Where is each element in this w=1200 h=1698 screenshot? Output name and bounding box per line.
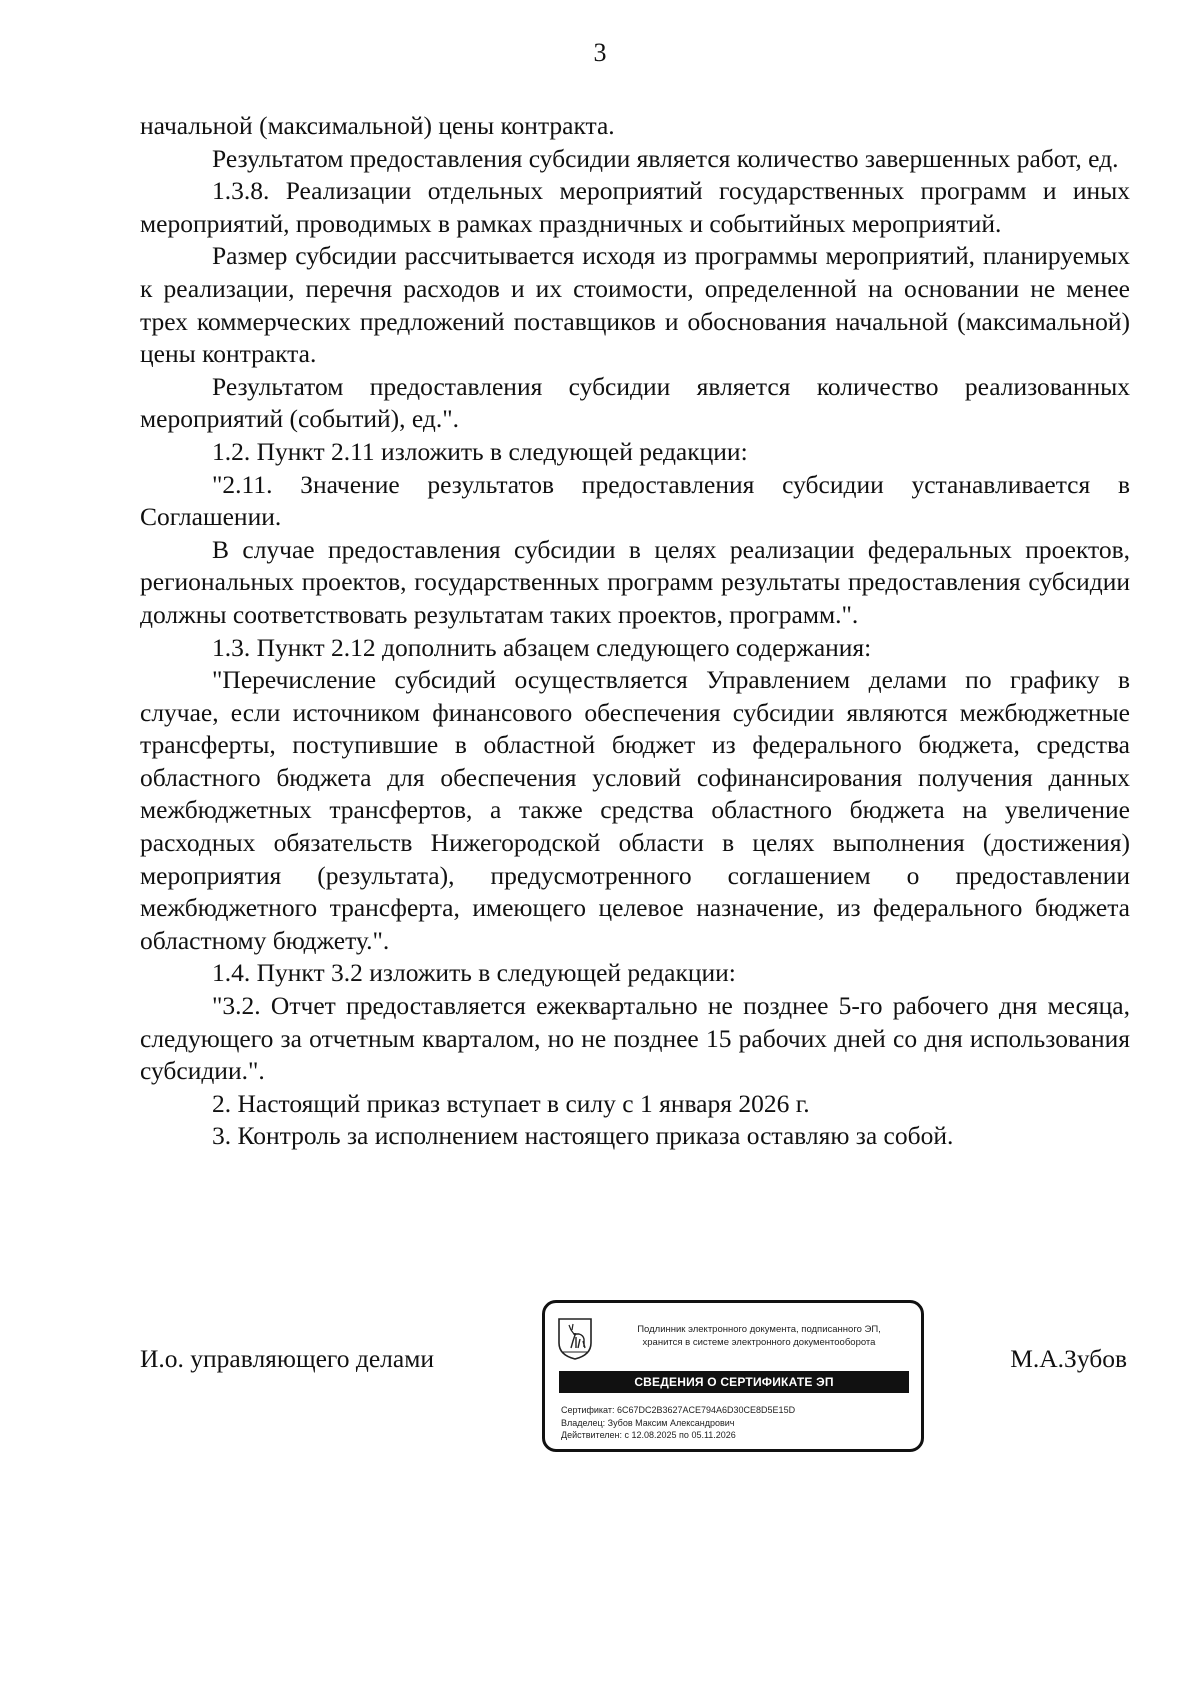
document-body — [140, 110, 1130, 1153]
stamp-header-line: Подлинник электронного документа, подписанного ЭП, — [637, 1324, 881, 1335]
paragraph: 2. Настоящий приказ вступает в силу с 1 января 2026 г. — [212, 1088, 810, 1118]
signatory-name: М.А.Зубов — [1010, 1344, 1127, 1373]
page-number: 3 — [593, 38, 607, 67]
paragraph: 1.3. Пункт 2.12 дополнить абзацем следующего содержания: — [212, 632, 872, 662]
paragraph: В случае предоставления субсидии в целях реализации федеральных проектов, региональных проектов, государственных программ результаты предоставления субсидии должны соответствовать результатам таких проектов, программ.". — [140, 534, 1130, 629]
paragraph: 1.3.8. Реализации отдельных мероприятий государственных программ и иных мероприятий, проводимых в рамках праздничных и событийных мероприятий. — [140, 176, 1130, 238]
certificate-number: Сертификат: 6C67DC2B3627ACE794A6D30CE8D5E15D — [561, 1405, 796, 1415]
certificate-owner: Владелец: Зубов Максим Александрович — [561, 1417, 735, 1428]
paragraph: 1.4. Пункт 3.2 изложить в следующей редакции: — [212, 958, 736, 988]
stamp-banner: СВЕДЕНИЯ О СЕРТИФИКАТЕ ЭП — [559, 1371, 909, 1393]
stamp-header-line: хранится в системе электронного документооборота — [642, 1337, 876, 1348]
stamp-details — [561, 1404, 911, 1442]
stamp-header — [603, 1323, 915, 1349]
paragraph: Результатом предоставления субсидии является количество реализованных мероприятий (событий), ед.". — [140, 371, 1130, 434]
paragraph: 1.2. Пункт 2.11 изложить в следующей редакции: — [212, 436, 748, 466]
e-signature-stamp — [542, 1300, 924, 1452]
deer-coat-of-arms-icon — [557, 1317, 593, 1361]
paragraph: начальной (максимальной) цены контракта. — [140, 111, 615, 140]
paragraph: Размер субсидии рассчитывается исходя из программы мероприятий, планируемых к реализации, перечня расходов и их стоимости, определенной на основании не менее трех коммерческих предложений поставщиков и обоснования начальной (максимальной) цены контракта. — [140, 241, 1130, 369]
signatory-position: И.о. управляющего делами — [140, 1344, 434, 1373]
certificate-validity: Действителен: с 12.08.2025 по 05.11.2026 — [561, 1430, 736, 1440]
paragraph: "2.11. Значение результатов предоставления субсидии устанавливается в Соглашении. — [140, 469, 1130, 532]
paragraph: 3. Контроль за исполнением настоящего приказа оставляю за собой. — [212, 1121, 954, 1151]
paragraph: Результатом предоставления субсидии является количество завершенных работ, ед. — [212, 143, 1119, 173]
paragraph: "3.2. Отчет предоставляется ежеквартально не позднее 5-го рабочего дня месяца, следующего за отчетным кварталом, но не позднее 15 рабочих дней со дня использования субсидии.". — [140, 991, 1130, 1086]
paragraph: "Перечисление субсидий осуществляется Управлением делами по графику в случае, если источником финансового обеспечения субсидии являются межбюджетные трансферты, поступившие в областной бюджет из федерального бюджета, средства областного бюджета для обеспечения условий софинансирования получения данных межбюджетных трансфертов, а также средства областного бюджета на увеличение расходных обязательств Нижегородской области в целях выполнения (достижения) мероприятия (результата), предусмотренного соглашением о предоставлении межбюджетного трансферта, имеющего целевое назначение, из федерального бюджета областному бюджету.". — [140, 665, 1130, 955]
